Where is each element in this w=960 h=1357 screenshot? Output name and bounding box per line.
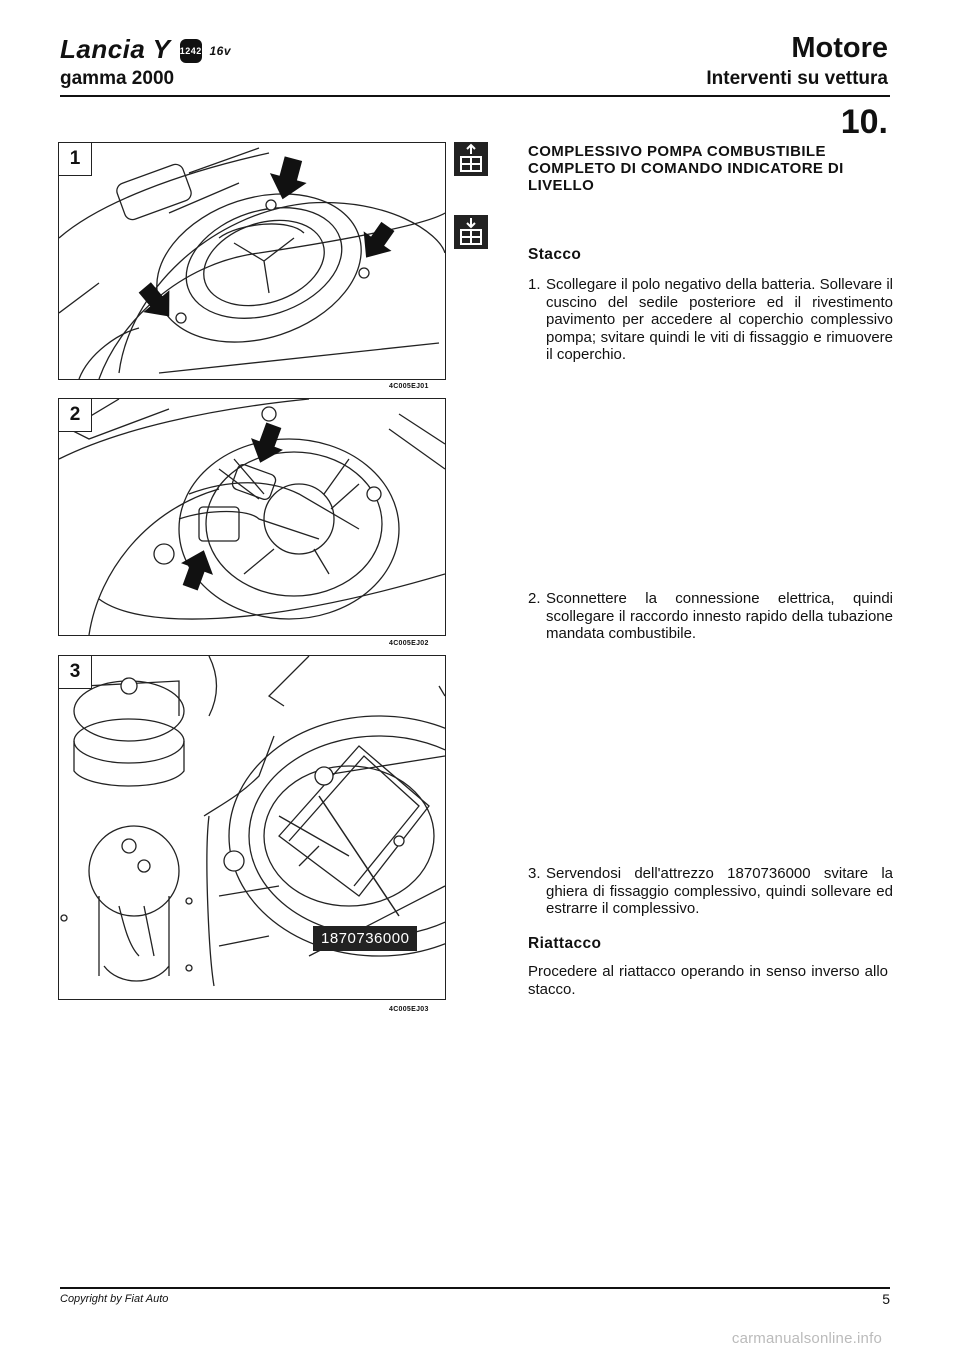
step-1 [528,276,893,364]
step-1-number: 1. [528,276,541,293]
figure-2-number: 2 [58,398,92,432]
copyright: Copyright by Fiat Auto [60,1293,169,1305]
watermark: carmanualsonline.info [731,1330,882,1347]
subsection-title: Interventi su vettura [706,68,888,89]
step-3 [528,865,893,918]
procedure-title: COMPLESSIVO POMPA COMBUSTIBILE COMPLETO DI COMANDO INDICATORE DI LIVELLO [528,143,844,194]
figure-3-number: 3 [58,655,92,689]
step-3-number: 3. [528,865,541,882]
brand-name: Lancia Y [60,34,170,64]
brand-suffix: 16v [209,44,231,59]
tool-label: 1870736000 [313,926,417,951]
step-3-text: Servendosi dell'attrezzo 1870736000 svitare la ghiera di fissaggio complessivo, quindi sollevare ed estrarre il complessivo. [546,865,893,917]
page-number: 5 [882,1291,890,1307]
removal-icon [454,142,488,176]
figure-2 [58,398,446,636]
figure-2-drawing [59,399,445,635]
step-2-number: 2. [528,590,541,607]
refit-heading: Riattacco [528,935,602,952]
brand-title [60,34,231,65]
figure-1-code: 4C005EJ01 [389,383,429,390]
step-2-text: Sconnettere la connessione elettrica, quindi scollegare il raccordo innesto rapido della tubazione mandata combustibile. [546,590,893,642]
step-1-text: Scollegare il polo negativo della batteria. Sollevare il cuscino del sedile posteriore ed il rivestimento pavimento per accedere al coperchio complessivo pompa; svitare quindi le viti di fissaggio e rimuovere il coperchio. [546,276,893,363]
removal-heading: Stacco [528,246,582,263]
footer-rule [60,1287,890,1289]
step-2 [528,590,893,643]
operation-number: 10. [840,103,888,141]
header-rule [60,95,890,97]
refit-icon [454,215,488,249]
figure-3-code: 4C005EJ03 [389,1006,429,1013]
figure-2-code: 4C005EJ02 [389,640,429,647]
figure-1-drawing [59,143,445,379]
brand-badge-icon: 1242 [180,39,202,63]
figure-3 [58,655,446,1000]
model-range: gamma 2000 [60,68,175,89]
refit-text: Procedere al riattacco operando in senso inverso allo stacco. [528,963,888,998]
figure-1-number: 1 [58,142,92,176]
section-title: Motore [791,32,888,64]
figure-1 [58,142,446,380]
